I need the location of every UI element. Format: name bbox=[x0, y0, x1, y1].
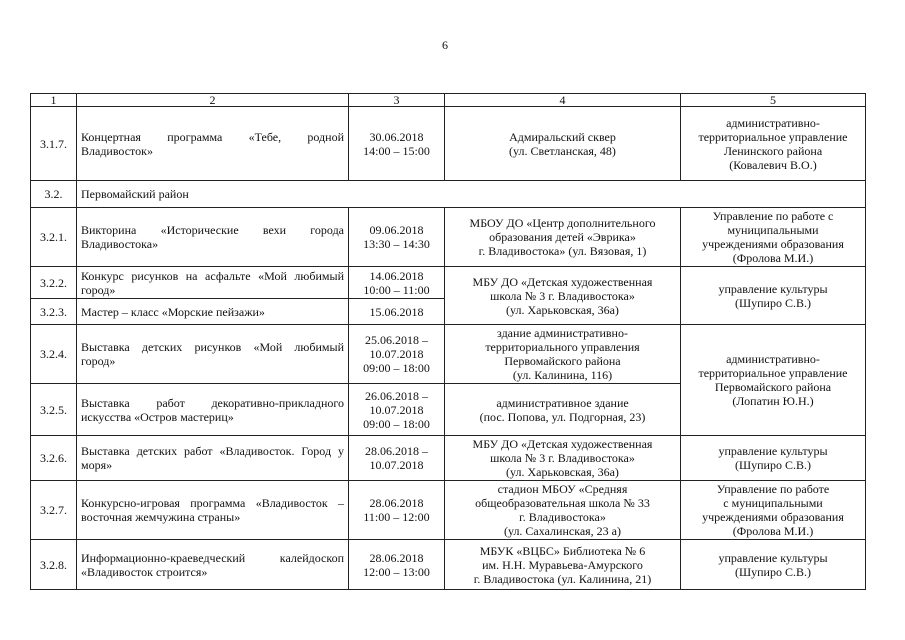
event-place bbox=[445, 208, 681, 267]
time-line: 14:00 – 15:00 bbox=[363, 143, 430, 158]
date-line: 10.07.2018 bbox=[369, 347, 424, 361]
organizer-line: (Лопатин Ю.Н.) bbox=[732, 394, 814, 408]
time-line: 09:00 – 18:00 bbox=[363, 361, 430, 375]
place-line: общеобразовательная школа № 33 bbox=[475, 496, 650, 510]
column-number-5: 5 bbox=[681, 94, 866, 107]
organizer-line: административно- bbox=[726, 115, 820, 130]
event-place bbox=[445, 436, 681, 481]
event-organizer bbox=[681, 481, 866, 540]
time-line: 13:30 – 14:30 bbox=[363, 237, 430, 251]
event-date bbox=[349, 208, 445, 267]
event-date bbox=[349, 325, 445, 384]
date-line: 28.06.2018 – bbox=[365, 444, 428, 458]
place-line: (пос. Попова, ул. Подгорная, 23) bbox=[479, 409, 646, 424]
date-line: 14.06.2018 bbox=[369, 268, 424, 283]
date-line: 28.06.2018 bbox=[369, 550, 424, 565]
time-line: 12:00 – 13:00 bbox=[363, 564, 430, 579]
event-name: Конкурсно-игровая программа «Владивосток – восточная жемчужина страны» bbox=[77, 481, 349, 540]
place-line: (ул. Харьковская, 36а) bbox=[506, 302, 619, 317]
row-number: 3.2.1. bbox=[31, 208, 77, 267]
organizer-line: с муниципальными bbox=[723, 496, 823, 510]
row-number: 3.2.3. bbox=[31, 299, 77, 325]
row-number: 3.2.5. bbox=[31, 384, 77, 436]
event-date bbox=[349, 107, 445, 181]
organizer-line: (Фролова М.И.) bbox=[732, 524, 814, 538]
event-date bbox=[349, 436, 445, 481]
place-line: (ул. Светланская, 48) bbox=[509, 143, 616, 158]
place-line: МБУ ДО «Детская художественная bbox=[472, 437, 653, 451]
row-number: 3.2.4. bbox=[31, 325, 77, 384]
event-organizer bbox=[681, 267, 866, 325]
page-number: 6 bbox=[442, 38, 448, 52]
organizer-line: учреждениями образования bbox=[702, 510, 844, 524]
place-line: (ул. Сахалинская, 23 а) bbox=[503, 524, 622, 538]
row-number: 3.2.8. bbox=[31, 540, 77, 590]
table-row bbox=[31, 208, 866, 267]
event-name: Конкурс рисунков на асфальте «Мой любимый город» bbox=[77, 267, 349, 299]
date-line: 26.06.2018 – bbox=[365, 388, 428, 403]
date-line: 10.07.2018 bbox=[369, 458, 424, 472]
event-place bbox=[445, 325, 681, 384]
event-name: Мастер – класс «Морские пейзажи» bbox=[77, 299, 349, 325]
place-line: Адмиральский сквер bbox=[509, 129, 616, 144]
event-place bbox=[445, 267, 681, 325]
date-line: 15.06.2018 bbox=[369, 304, 424, 319]
place-line: территориального управления bbox=[485, 340, 640, 354]
date-line: 09.06.2018 bbox=[369, 223, 424, 237]
table-row bbox=[31, 481, 866, 540]
organizer-line: муниципальными bbox=[727, 223, 819, 237]
event-organizer bbox=[681, 107, 866, 181]
row-number: 3.2.7. bbox=[31, 481, 77, 540]
event-organizer bbox=[681, 540, 866, 590]
place-line: Первомайского района bbox=[504, 354, 621, 368]
time-line: 11:00 – 12:00 bbox=[363, 510, 430, 524]
section-number: 3.2. bbox=[31, 181, 77, 208]
date-line: 28.06.2018 bbox=[369, 496, 424, 510]
column-number-2: 2 bbox=[77, 94, 349, 107]
event-organizer bbox=[681, 436, 866, 481]
organizer-line: учреждениями образования bbox=[702, 237, 844, 251]
event-place bbox=[445, 384, 681, 436]
section-row bbox=[31, 181, 866, 208]
place-line: здание административно- bbox=[497, 326, 628, 340]
organizer-line: Ленинского района bbox=[723, 143, 823, 158]
place-line: (ул. Харьковская, 36а) bbox=[506, 465, 619, 479]
organizer-line: (Ковалевич В.О.) bbox=[729, 157, 817, 172]
column-number-1: 1 bbox=[31, 94, 77, 107]
event-name: Викторина «Исторические вехи города Владивостока» bbox=[77, 208, 349, 267]
event-name: Концертная программа «Тебе, родной Владивосток» bbox=[77, 107, 349, 181]
organizer-line: территориальное управление bbox=[698, 129, 848, 144]
place-line: образования детей «Эврика» bbox=[489, 230, 636, 244]
row-number: 3.1.7. bbox=[31, 107, 77, 181]
table-row bbox=[31, 107, 866, 181]
table-header-row bbox=[31, 94, 866, 107]
date-line: 30.06.2018 bbox=[369, 129, 424, 144]
table-row bbox=[31, 267, 866, 299]
place-line: МБУК «ВЦБС» Библиотека № 6 bbox=[479, 543, 646, 558]
section-title: Первомайский район bbox=[77, 181, 866, 208]
organizer-line: управление культуры bbox=[718, 281, 828, 296]
time-line: 09:00 – 18:00 bbox=[363, 416, 430, 431]
event-date bbox=[349, 267, 445, 299]
event-organizer bbox=[681, 208, 866, 267]
event-place bbox=[445, 107, 681, 181]
table-row bbox=[31, 436, 866, 481]
organizer-line: (Шупиро С.В.) bbox=[735, 295, 811, 310]
table-row bbox=[31, 540, 866, 590]
place-line: школа № 3 г. Владивостока» bbox=[490, 451, 635, 465]
event-date bbox=[349, 540, 445, 590]
event-place bbox=[445, 481, 681, 540]
organizer-line: территориальное управление bbox=[698, 366, 848, 380]
event-date bbox=[349, 481, 445, 540]
event-name: Выставка работ декоративно-прикладного искусства «Остров мастериц» bbox=[77, 384, 349, 436]
event-name: Выставка детских рисунков «Мой любимый город» bbox=[77, 325, 349, 384]
event-organizer bbox=[681, 325, 866, 436]
column-number-4: 4 bbox=[445, 94, 681, 107]
place-line: МБУ ДО «Детская художественная bbox=[472, 274, 653, 289]
place-line: стадион МБОУ «Средняя bbox=[497, 482, 628, 496]
event-name: Выставка детских работ «Владивосток. Город у моря» bbox=[77, 436, 349, 481]
organizer-line: Управление по работе с bbox=[712, 209, 834, 223]
table-row bbox=[31, 325, 866, 384]
date-line: 10.07.2018 bbox=[369, 402, 424, 417]
event-date bbox=[349, 299, 445, 325]
place-line: (ул. Калинина, 116) bbox=[512, 368, 613, 382]
organizer-line: управление культуры bbox=[718, 550, 828, 565]
event-name: Информационно-краеведческий калейдоскоп «Владивосток строится» bbox=[77, 540, 349, 590]
place-line: административное здание bbox=[496, 395, 629, 410]
place-line: им. Н.Н. Муравьева-Амурского bbox=[482, 557, 643, 572]
place-line: г. Владивостока» (ул. Вязовая, 1) bbox=[478, 244, 647, 258]
place-line: МБОУ ДО «Центр дополнительного bbox=[469, 216, 656, 230]
place-line: г. Владивостока (ул. Калинина, 21) bbox=[473, 571, 652, 586]
organizer-line: (Шупиро С.В.) bbox=[735, 458, 811, 472]
row-number: 3.2.2. bbox=[31, 267, 77, 299]
organizer-line: (Фролова М.И.) bbox=[732, 251, 814, 265]
date-line: 25.06.2018 – bbox=[365, 333, 428, 347]
organizer-line: административно- bbox=[726, 352, 820, 366]
events-table bbox=[30, 93, 866, 590]
organizer-line: (Шупиро С.В.) bbox=[735, 564, 811, 579]
column-number-3: 3 bbox=[349, 94, 445, 107]
time-line: 10:00 – 11:00 bbox=[363, 282, 430, 297]
organizer-line: Первомайского района bbox=[714, 380, 832, 394]
place-line: г. Владивостока» bbox=[519, 510, 606, 524]
organizer-line: Управление по работе bbox=[716, 482, 830, 496]
organizer-line: управление культуры bbox=[718, 444, 828, 458]
row-number: 3.2.6. bbox=[31, 436, 77, 481]
place-line: школа № 3 г. Владивостока» bbox=[490, 288, 635, 303]
event-date bbox=[349, 384, 445, 436]
event-place bbox=[445, 540, 681, 590]
